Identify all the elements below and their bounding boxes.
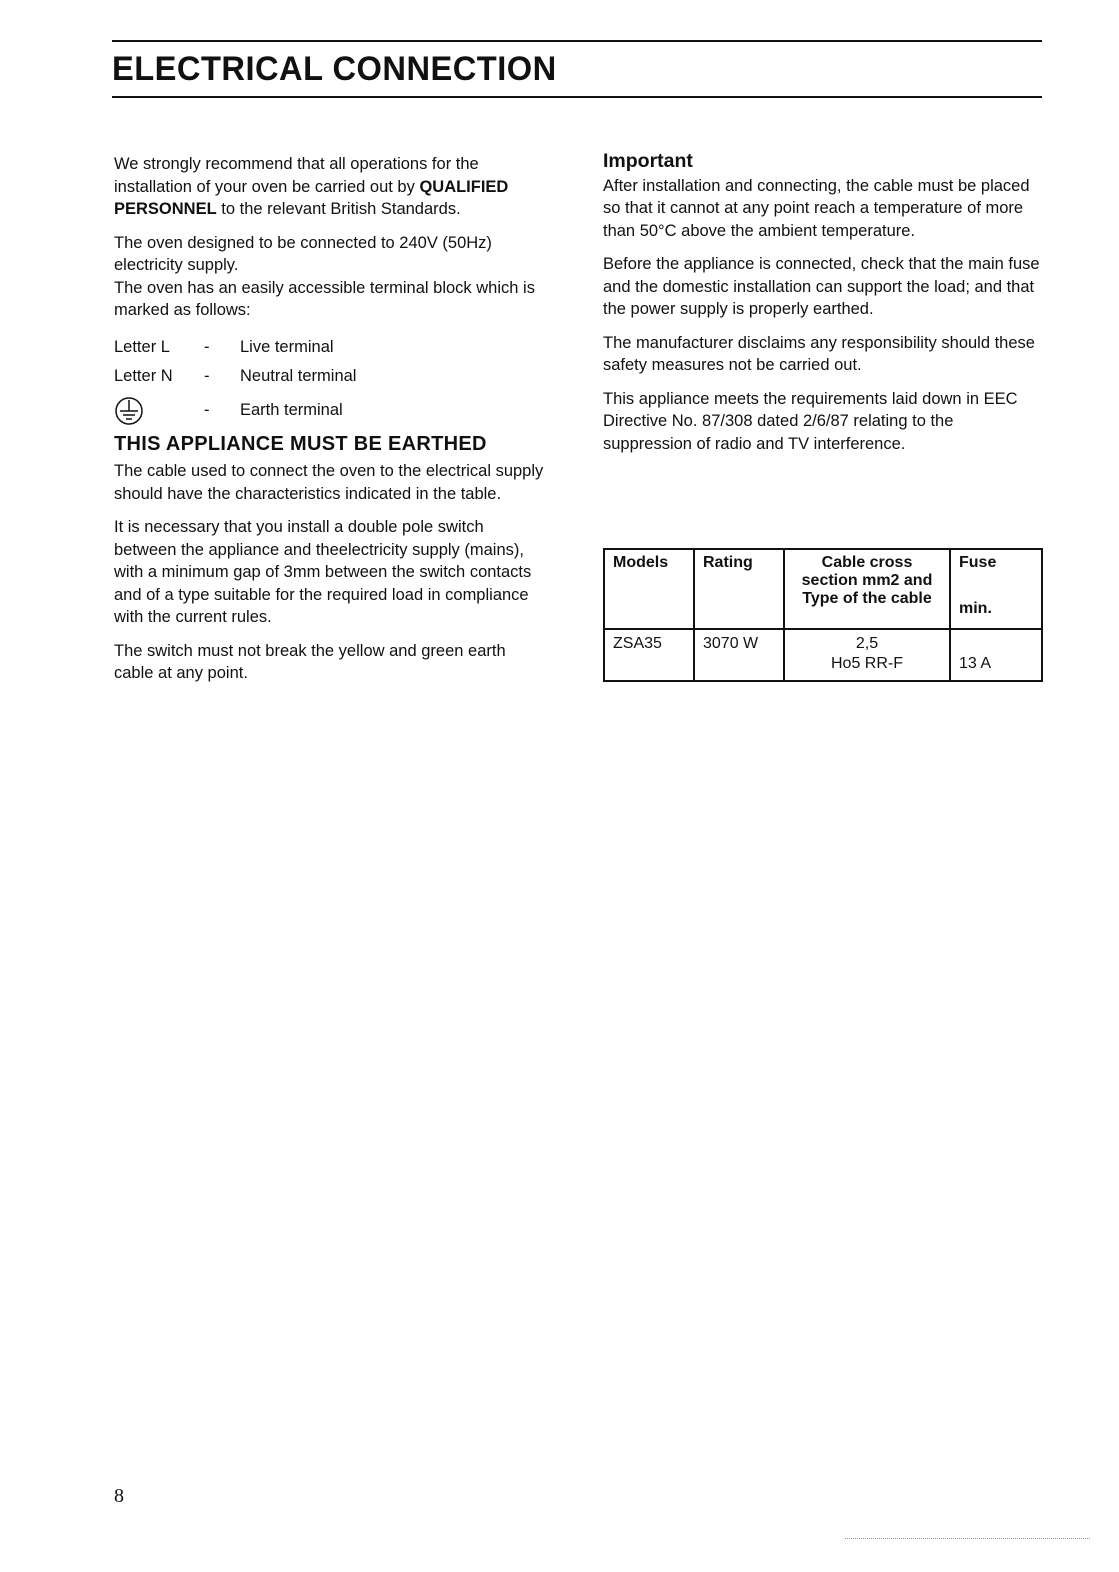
earth-symbol-icon <box>114 396 204 426</box>
terminal-key: Letter L <box>114 337 170 356</box>
terminal-block-paragraph: The oven has an easily accessible terminal block which is marked as follows: <box>114 278 535 319</box>
title-top-rule <box>112 40 1042 42</box>
voltage-paragraph: The oven designed to be connected to 240V (50Hz) electricity supply. <box>114 233 492 274</box>
terminal-desc: Neutral terminal <box>240 366 357 385</box>
table-header-row <box>604 549 1042 629</box>
switch-break-paragraph: The switch must not break the yellow and green earth cable at any point. <box>114 641 506 682</box>
header-models: Models <box>604 549 694 629</box>
page-number: 8 <box>114 1485 124 1507</box>
intro-text: We strongly recommend that all operations for the installation of your oven be carried out by <box>114 155 479 196</box>
header-cable: Cable cross section mm2 and Type of the cable <box>784 549 950 629</box>
right-column <box>603 150 1045 466</box>
cable-paragraph: The cable used to connect the oven to the electrical supply should have the characteristics indicated in the table. <box>114 462 544 503</box>
header-fuse-bottom: min. <box>959 600 992 617</box>
terminal-row-earth <box>114 391 544 431</box>
qualified-personnel-text: QUALIFIED PERSONNEL <box>114 177 509 218</box>
terminal-desc: Earth terminal <box>240 401 343 420</box>
terminal-key: Letter N <box>114 366 173 385</box>
terminal-dash: - <box>204 337 210 356</box>
eec-paragraph: This appliance meets the requirements laid down in EEC Directive No. 87/308 dated 2/6/87 relating to the suppression of radio and TV interference. <box>603 389 1018 453</box>
intro-paragraph <box>114 153 544 221</box>
page-title: ELECTRICAL CONNECTION <box>112 50 557 88</box>
terminal-row-neutral <box>114 362 544 391</box>
cell-model: ZSA35 <box>604 629 694 681</box>
terminal-desc: Live terminal <box>240 337 334 356</box>
cell-cable-section: 2,5 <box>855 635 879 652</box>
switch-paragraph: It is necessary that you install a double pole switch between the appliance and theelectricity supply (mains), with a minimum gap of 3mm between the switch contacts and of a type suitable for the required load in compliance with the current rules. <box>114 518 532 626</box>
left-column <box>114 153 544 696</box>
header-fuse-top: Fuse <box>959 554 997 571</box>
header-fuse <box>950 549 1042 629</box>
scan-artifact-line <box>845 1538 1090 1539</box>
cell-cable-type: Ho5 RR-F <box>830 655 903 672</box>
disclaimer-paragraph: The manufacturer disclaims any responsibility should these safety measures not be carried out. <box>603 333 1035 374</box>
before-connecting-paragraph: Before the appliance is connected, check that the main fuse and the domestic installation can support the load; and that the power supply is properly earthed. <box>603 255 1040 318</box>
earthed-heading: THIS APPLIANCE MUST BE EARTHED <box>114 432 487 455</box>
terminal-row-live <box>114 333 544 362</box>
header-rating: Rating <box>694 549 784 629</box>
table-row <box>604 629 1042 681</box>
cell-fuse-value: 13 A <box>959 655 992 672</box>
title-bottom-rule <box>112 96 1042 98</box>
important-paragraph: After installation and connecting, the cable must be placed so that it cannot at any point reach a temperature of more than 50°C above the ambient temperature. <box>603 176 1030 240</box>
important-heading: Important <box>603 150 693 172</box>
cell-rating: 3070 W <box>694 629 784 681</box>
cell-fuse <box>950 629 1042 681</box>
terminal-dash: - <box>204 366 210 385</box>
intro-text-end: to the relevant British Standards. <box>216 200 461 218</box>
cell-cable <box>784 629 950 681</box>
cable-spec-table <box>603 548 1043 682</box>
terminal-dash: - <box>204 401 210 420</box>
